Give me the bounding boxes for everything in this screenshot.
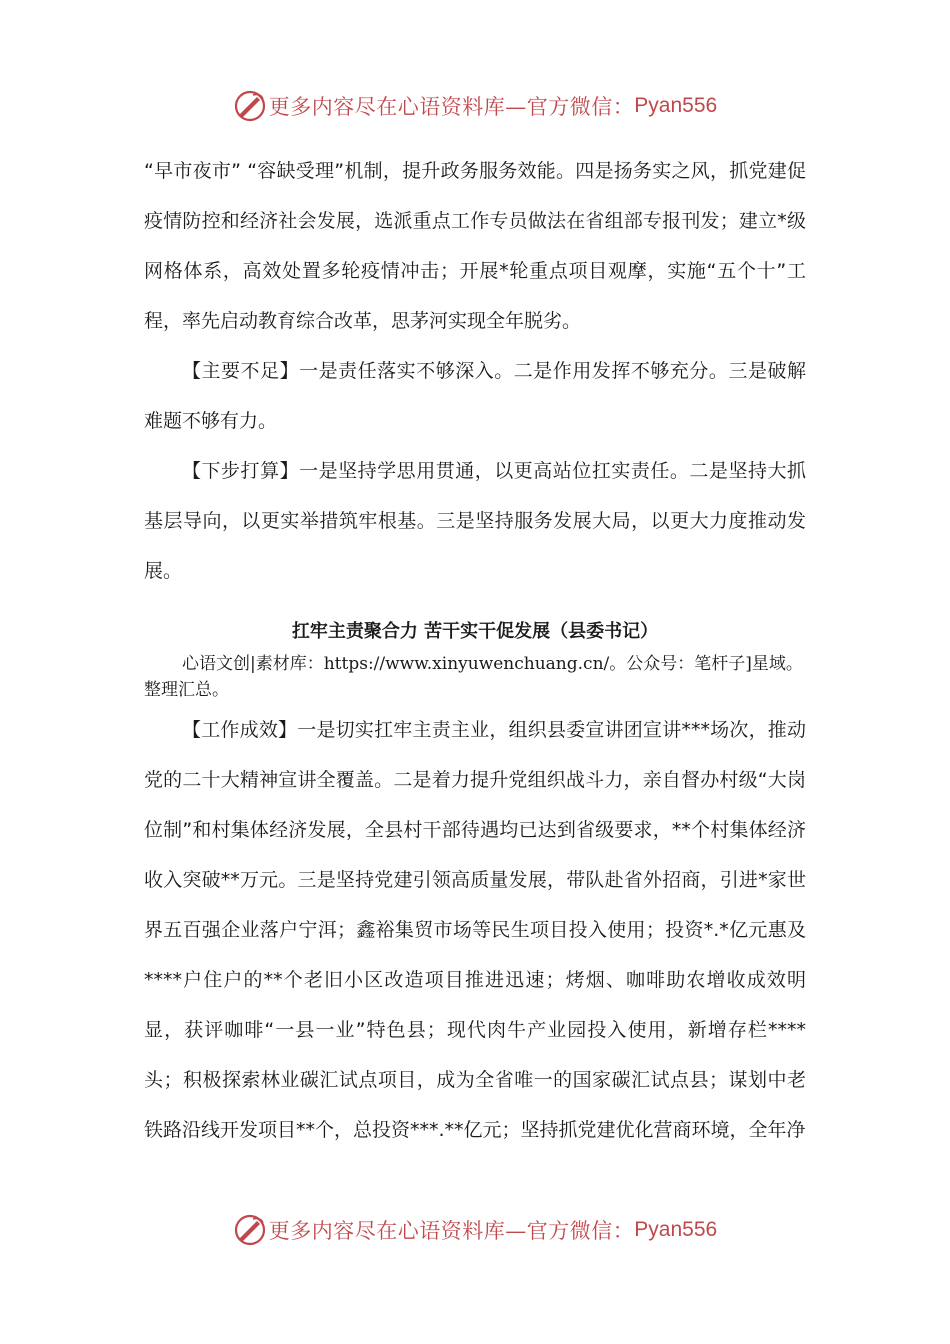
- source-note: 心语文创|素材库：https://www.xinyuwenchuang.cn/。公众号：笔杆子]星域。整理汇总。: [144, 654, 803, 700]
- header-banner: [0, 82, 950, 130]
- paragraph-continuation: “早市夜市” “容缺受理”机制，提升政务服务效能。四是扬务实之风，抓党建促疫情防控和经济社会发展，选派重点工作专员做法在省组部专报刊发；建立*级网格体系，高效处置多轮疫情冲击；开展*轮重点项目观摩，实施“五个十”工程，率先启动教育综合改革，思茅河实现全年脱劣。: [144, 160, 806, 332]
- paragraph-shortcomings: 【主要不足】一是责任落实不够深入。二是作用发挥不够充分。三是破解难题不够有力。: [144, 360, 806, 432]
- pen-logo-icon: [233, 89, 267, 123]
- banner-wechat-id: Pyan556: [634, 94, 718, 117]
- pen-logo-icon: [233, 1213, 267, 1247]
- paragraph-achievements: 【工作成效】一是切实扛牢主责主业，组织县委宣讲团宣讲***场次，推动党的二十大精神宣讲全覆盖。二是着力提升党组织战斗力，亲自督办村级“大岗位制”和村集体经济发展，全县村干部待遇均已达到省级要求，**个村集体经济收入突破**万元。三是坚持党建引领高质量发展，带队赴省外招商，引进*家世界五百强企业落户宁洱；鑫裕集贸市场等民生项目投入使用；投资*.*亿元惠及****户住户的**个老旧小区改造项目推进迅速；烤烟、咖啡助农增收成效明显，获评咖啡“一县一业”特色县；现代肉牛产业园投入使用，新增存栏****头；积极探索林业碳汇试点项目，成为全省唯一的国家碳汇试点县；谋划中老铁路沿线开发项目**个，总投资***.**亿元；坚持抓党建优化营商环境，全年净: [144, 719, 806, 1141]
- footer-banner: [0, 1206, 950, 1254]
- banner-text: 更多内容尽在心语资料库—官方微信：: [268, 1219, 635, 1243]
- banner-text: 更多内容尽在心语资料库—官方微信：: [268, 95, 635, 119]
- document-body: [144, 146, 806, 1155]
- section-title: 扛牢主责聚合力 苦干实干促发展（县委书记）: [291, 621, 659, 642]
- paragraph-next-steps: 【下步打算】一是坚持学思用贯通，以更高站位扛实责任。二是坚持大抓基层导向，以更实举措筑牢根基。三是坚持服务发展大局，以更大力度推动发展。: [144, 460, 806, 582]
- banner-wechat-id: Pyan556: [634, 1218, 718, 1241]
